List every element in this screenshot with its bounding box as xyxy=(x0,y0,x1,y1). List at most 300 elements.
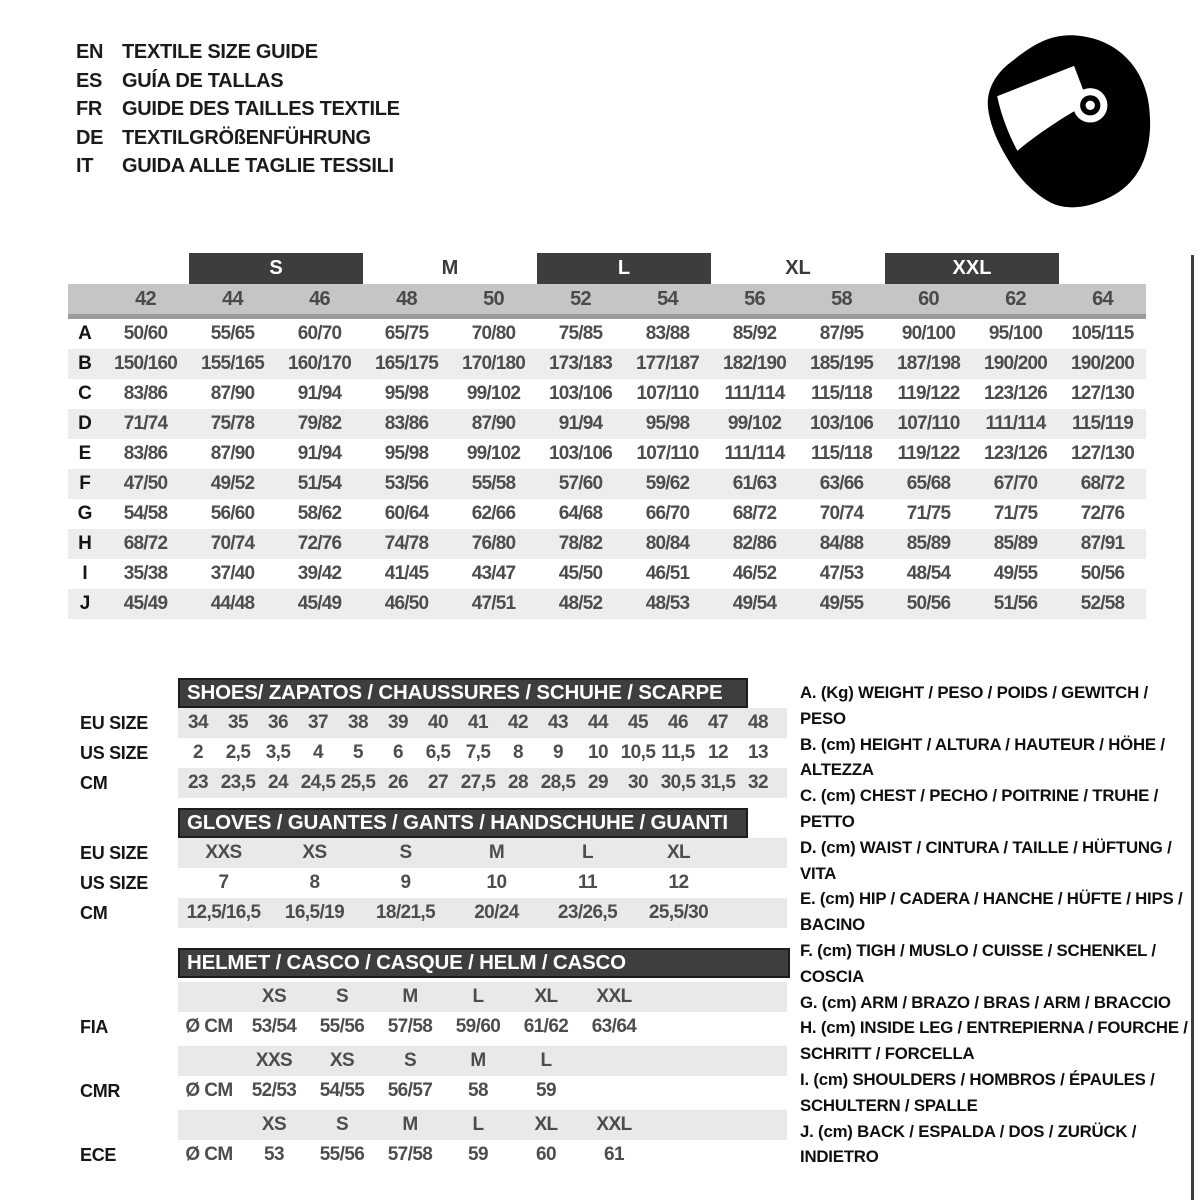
cell-value: 4 xyxy=(313,742,323,763)
cell-value: 65/68 xyxy=(906,473,951,494)
cell-value: 160/170 xyxy=(287,353,352,374)
cell-value: 37/40 xyxy=(210,563,255,584)
cell-value: 48 xyxy=(748,712,768,733)
cell-value: 64 xyxy=(1092,287,1113,310)
cell-value: 75/85 xyxy=(558,323,603,344)
cell-value: 57/58 xyxy=(387,1144,433,1165)
cell-value: 119/122 xyxy=(897,443,960,464)
helmet-standard-fia xyxy=(68,982,792,1042)
cell-value: 53/56 xyxy=(384,473,429,494)
cell-value: 9 xyxy=(553,742,563,763)
cmr-size-headers xyxy=(178,1046,787,1076)
cell-value: 155/165 xyxy=(200,353,265,374)
language-title: GUIDA ALLE TAGLIE TESSILI xyxy=(122,155,394,177)
row-label: H xyxy=(78,533,92,554)
cell-value: 127/130 xyxy=(1070,443,1135,464)
cell-value: 49/52 xyxy=(210,473,255,494)
table-row-h xyxy=(68,529,1146,559)
cell-value: 72/76 xyxy=(1080,503,1125,524)
cell-value: 28,5 xyxy=(540,772,576,793)
cell-value: XS xyxy=(302,842,327,863)
cell-value: 11 xyxy=(578,872,597,893)
language-list xyxy=(76,38,400,181)
cell-value: 85/89 xyxy=(906,533,951,554)
cell-value: 54/55 xyxy=(319,1080,365,1101)
row-label: E xyxy=(78,443,92,464)
cell-value: S xyxy=(335,986,349,1007)
fia-sizes-row xyxy=(68,982,792,1012)
cell-value: 55/56 xyxy=(319,1144,365,1165)
cell-value: 38 xyxy=(348,712,368,733)
cell-value: 8 xyxy=(513,742,523,763)
cell-value: 56/60 xyxy=(210,503,255,524)
cell-value: 107/110 xyxy=(897,413,960,434)
table-row-i xyxy=(68,559,1146,589)
shoes-cm-row xyxy=(68,768,792,798)
language-code: IT xyxy=(76,155,94,177)
cell-value: 71/75 xyxy=(906,503,951,524)
cell-value: 29 xyxy=(588,772,608,793)
cell-value: 6,5 xyxy=(425,742,451,763)
cell-value: 66/70 xyxy=(645,503,690,524)
cell-value: 91/94 xyxy=(297,443,342,464)
cell-value: 185/195 xyxy=(809,353,874,374)
legend-line-e: E. (cm) HIP / CADERA / HANCHE / HÜFTE / HIPS / BACINO xyxy=(800,889,1183,935)
cell-value: S xyxy=(403,1050,417,1071)
cell-value: 24 xyxy=(268,772,288,793)
shoes-us-row xyxy=(68,738,792,768)
cell-value: 82/86 xyxy=(732,533,777,554)
language-row xyxy=(76,95,400,124)
cell-value: 45 xyxy=(628,712,648,733)
cell-value: 46 xyxy=(309,287,330,310)
cell-value: 111/114 xyxy=(985,413,1046,434)
language-code: ES xyxy=(76,69,103,92)
table-row-g xyxy=(68,499,1146,529)
language-row xyxy=(76,152,400,181)
cell-value: 13 xyxy=(748,742,768,763)
row-label: D xyxy=(78,413,92,434)
fia-size-headers xyxy=(178,982,787,1012)
cell-value: 5 xyxy=(353,742,363,763)
cell-value: 49/55 xyxy=(993,563,1038,584)
cmr-values xyxy=(178,1076,787,1106)
cell-value: 70/74 xyxy=(210,533,255,554)
cell-value: 46 xyxy=(668,712,688,733)
cell-value: 182/190 xyxy=(722,353,787,374)
cell-value: 87/95 xyxy=(819,323,864,344)
diameter-unit: Ø CM xyxy=(185,1016,233,1037)
cell-value: XS xyxy=(261,1114,287,1135)
cell-value: XXS xyxy=(205,842,242,863)
cell-value: 59 xyxy=(536,1080,556,1101)
cell-value: 50/60 xyxy=(123,323,168,344)
cell-value: 99/102 xyxy=(466,383,521,404)
cell-value: 60 xyxy=(918,287,939,310)
cell-value: 48/53 xyxy=(645,593,690,614)
language-row xyxy=(76,124,400,153)
cell-value: 83/86 xyxy=(123,383,168,404)
cell-value: 72/76 xyxy=(297,533,342,554)
cmr-label: CMR xyxy=(80,1080,121,1101)
cell-value: 35 xyxy=(228,712,248,733)
cell-value: 9 xyxy=(400,872,411,893)
language-title: GUÍA DE TALLAS xyxy=(122,69,284,92)
cell-value: XL xyxy=(534,986,558,1007)
cell-value: 85/92 xyxy=(732,323,777,344)
cell-value: 48 xyxy=(396,287,417,310)
cell-value: 61/63 xyxy=(732,473,777,494)
gloves-eu-values xyxy=(178,838,787,868)
row-label: I xyxy=(82,563,88,584)
cell-value: 60/70 xyxy=(297,323,342,344)
cell-value: 52 xyxy=(570,287,591,310)
table-row-j xyxy=(68,589,1146,619)
racing-helmet-icon xyxy=(983,32,1155,210)
cell-value: 40 xyxy=(428,712,448,733)
cell-value: 95/98 xyxy=(384,443,429,464)
table-row-f xyxy=(68,469,1146,499)
cell-value: 165/175 xyxy=(374,353,439,374)
accessory-tables xyxy=(68,678,792,1170)
cell-value: 39/42 xyxy=(297,563,342,584)
cmr-sizes-row xyxy=(68,1046,792,1076)
cell-value: 65/75 xyxy=(384,323,429,344)
cell-value: M xyxy=(402,986,418,1007)
cell-value: 57/60 xyxy=(558,473,603,494)
cell-value: 84/88 xyxy=(819,533,864,554)
cell-value: 50 xyxy=(483,287,504,310)
table-row-a xyxy=(68,319,1146,349)
cell-value: 6 xyxy=(393,742,403,763)
cell-value: 2 xyxy=(193,742,203,763)
cell-value: M xyxy=(488,842,505,863)
cell-value: 43/47 xyxy=(471,563,516,584)
us-size-label: US SIZE xyxy=(80,872,148,893)
row-label: F xyxy=(79,473,91,494)
cell-value: 83/86 xyxy=(384,413,429,434)
legend-line-d: D. (cm) WAIST / CINTURA / TAILLE / HÜFTUNG / VITA xyxy=(800,837,1172,883)
cell-value: 16,5/19 xyxy=(284,902,345,923)
legend-line-b: B. (cm) HEIGHT / ALTURA / HAUTEUR / HÖHE / ALTEZZA xyxy=(800,734,1165,780)
cell-value: 51/54 xyxy=(297,473,342,494)
cell-value: 119/122 xyxy=(897,383,960,404)
cell-value: 53 xyxy=(264,1144,284,1165)
cell-value: 10 xyxy=(486,872,507,893)
cell-value: XL xyxy=(666,842,691,863)
cell-value: 52/53 xyxy=(251,1080,297,1101)
cell-value: 85/89 xyxy=(993,533,1038,554)
cell-value: 75/78 xyxy=(210,413,255,434)
cell-value: 46/50 xyxy=(384,593,429,614)
cell-value: 71/74 xyxy=(123,413,168,434)
language-code: EN xyxy=(76,41,104,63)
cell-value: 27 xyxy=(428,772,448,793)
cell-value: L xyxy=(581,842,593,863)
cell-value: XS xyxy=(329,1050,355,1071)
cell-value: 56 xyxy=(744,287,765,310)
cell-value: 35/38 xyxy=(123,563,168,584)
cell-value: 25,5 xyxy=(340,772,376,793)
cell-value: 107/110 xyxy=(636,383,699,404)
cell-value: 91/94 xyxy=(558,413,603,434)
eu-size-label: EU SIZE xyxy=(80,842,148,863)
language-title: GUIDE DES TAILLES TEXTILE xyxy=(122,98,400,120)
cell-value: 36 xyxy=(268,712,288,733)
size-group-l: L xyxy=(537,253,711,284)
table-row-c xyxy=(68,379,1146,409)
row-label: A xyxy=(78,323,92,344)
cell-value: 3,5 xyxy=(265,742,291,763)
diameter-unit: Ø CM xyxy=(185,1144,233,1165)
cell-value: 44 xyxy=(222,287,243,310)
cell-value: XXS xyxy=(255,1050,293,1071)
shoes-section xyxy=(68,678,792,798)
diameter-unit: Ø CM xyxy=(185,1080,233,1101)
cell-value: 46/52 xyxy=(732,563,777,584)
cell-value: 76/80 xyxy=(471,533,516,554)
cell-value: 12 xyxy=(708,742,728,763)
cell-value: S xyxy=(399,842,412,863)
cell-value: 60 xyxy=(536,1144,556,1165)
ece-sizes-row xyxy=(68,1110,792,1140)
cell-value: 24,5 xyxy=(300,772,336,793)
gloves-cm-row xyxy=(68,898,792,928)
cell-value: 39 xyxy=(388,712,408,733)
cell-value: 58 xyxy=(831,287,852,310)
cell-value: 42 xyxy=(135,287,156,310)
cell-value: 30 xyxy=(628,772,648,793)
cell-value: 190/200 xyxy=(1070,353,1135,374)
shoes-us-values xyxy=(178,738,787,768)
cmr-values-row xyxy=(68,1076,792,1106)
helmet-standard-ece xyxy=(68,1110,792,1170)
textile-size-table xyxy=(68,253,1146,619)
cell-value: 173/183 xyxy=(548,353,613,374)
cell-value: M xyxy=(470,1050,486,1071)
shoes-eu-row xyxy=(68,708,792,738)
legend-line-f: F. (cm) TIGH / MUSLO / CUISSE / SCHENKEL / COSCIA xyxy=(800,940,1156,986)
cell-value: 8 xyxy=(309,872,320,893)
page-edge-line xyxy=(1191,255,1194,1200)
measurement-legend xyxy=(800,680,1196,1170)
legend-line-g: G. (cm) ARM / BRAZO / BRAS / ARM / BRACCIO xyxy=(800,992,1171,1012)
cell-value: 99/102 xyxy=(466,443,521,464)
size-group-xxl: XXL xyxy=(885,253,1059,284)
cell-value: 115/118 xyxy=(811,443,872,464)
cell-value: 52/58 xyxy=(1080,593,1125,614)
gloves-title-row xyxy=(68,808,792,838)
cell-value: 87/90 xyxy=(471,413,516,434)
cell-value: 99/102 xyxy=(727,413,782,434)
cell-value: 95/98 xyxy=(384,383,429,404)
cell-value: 187/198 xyxy=(896,353,961,374)
cell-value: 47/53 xyxy=(819,563,864,584)
cell-value: 58 xyxy=(468,1080,488,1101)
cell-value: 55/56 xyxy=(319,1016,365,1037)
cell-value: 12 xyxy=(668,872,689,893)
cell-value: 26 xyxy=(388,772,408,793)
cell-value: 23,5 xyxy=(220,772,256,793)
cell-value: XXL xyxy=(596,986,632,1007)
gloves-section xyxy=(68,808,792,928)
language-title: TEXTILE SIZE GUIDE xyxy=(122,41,318,63)
table-row-d xyxy=(68,409,1146,439)
cell-value: 20/24 xyxy=(474,902,519,923)
cell-value: 58/62 xyxy=(297,503,342,524)
cell-value: 2,5 xyxy=(225,742,251,763)
shoes-title: SHOES/ ZAPATOS / CHAUSSURES / SCHUHE / SCARPE xyxy=(178,678,748,708)
cell-value: 47/51 xyxy=(471,593,516,614)
cell-value: 63/66 xyxy=(819,473,864,494)
cell-value: 62/66 xyxy=(471,503,516,524)
shoes-eu-values xyxy=(178,708,787,738)
cell-value: L xyxy=(472,986,484,1007)
gloves-us-row xyxy=(68,868,792,898)
cell-value: 170/180 xyxy=(461,353,526,374)
cell-value: 50/56 xyxy=(1080,563,1125,584)
cell-value: 68/72 xyxy=(1080,473,1125,494)
cell-value: 11,5 xyxy=(661,742,695,763)
cell-value: 54 xyxy=(657,287,678,310)
cell-value: 61 xyxy=(604,1144,624,1165)
cell-value: 105/115 xyxy=(1071,323,1134,344)
cell-value: 41 xyxy=(468,712,488,733)
cell-value: 43 xyxy=(548,712,568,733)
cell-value: 95/98 xyxy=(645,413,690,434)
cell-value: 53/54 xyxy=(251,1016,297,1037)
cell-value: 10 xyxy=(588,742,608,763)
size-number-row xyxy=(68,284,1146,319)
cell-value: 50/56 xyxy=(906,593,951,614)
cm-label: CM xyxy=(80,902,108,923)
cell-value: 103/106 xyxy=(809,413,874,434)
cell-value: 32 xyxy=(748,772,768,793)
cell-value: 31,5 xyxy=(700,772,736,793)
cell-value: 103/106 xyxy=(548,443,613,464)
cell-value: 23 xyxy=(188,772,208,793)
cell-value: 54/58 xyxy=(123,503,168,524)
cell-value: 123/126 xyxy=(983,443,1048,464)
cell-value: 63/64 xyxy=(591,1016,637,1037)
size-group-s: S xyxy=(189,253,363,284)
cell-value: 7,5 xyxy=(465,742,491,763)
cell-value: 56/57 xyxy=(387,1080,433,1101)
cell-value: 59/62 xyxy=(645,473,690,494)
cell-value: 115/118 xyxy=(811,383,872,404)
ece-size-headers xyxy=(178,1110,787,1140)
size-group-xl: XL xyxy=(785,257,811,279)
cell-value: 111/114 xyxy=(724,383,785,404)
cell-value: 70/74 xyxy=(819,503,864,524)
cell-value: 47 xyxy=(708,712,728,733)
shoes-cm-values xyxy=(178,768,787,798)
cell-value: 34 xyxy=(188,712,208,733)
cell-value: 44/48 xyxy=(210,593,255,614)
cell-value: 62 xyxy=(1005,287,1026,310)
row-label: J xyxy=(79,593,91,614)
size-group-m: M xyxy=(441,257,459,279)
cell-value: 70/80 xyxy=(471,323,516,344)
cell-value: 45/50 xyxy=(558,563,603,584)
helmet-section xyxy=(68,948,792,1170)
cell-value: 12,5/16,5 xyxy=(186,902,261,923)
gloves-eu-row xyxy=(68,838,792,868)
cell-value: 111/114 xyxy=(724,443,785,464)
ece-values xyxy=(178,1140,787,1170)
helmet-standard-cmr xyxy=(68,1046,792,1106)
cell-value: 177/187 xyxy=(635,353,700,374)
helmet-title-row xyxy=(68,948,792,978)
cell-value: 74/78 xyxy=(384,533,429,554)
cell-value: 87/91 xyxy=(1080,533,1125,554)
cell-value: 64/68 xyxy=(558,503,603,524)
cell-value: 48/52 xyxy=(558,593,603,614)
ece-label: ECE xyxy=(80,1144,117,1165)
cell-value: 115/119 xyxy=(1072,413,1133,434)
cell-value: 79/82 xyxy=(297,413,342,434)
language-row xyxy=(76,67,400,96)
cell-value: 60/64 xyxy=(384,503,429,524)
cell-value: 103/106 xyxy=(548,383,613,404)
language-code: FR xyxy=(76,98,103,120)
cell-value: 87/90 xyxy=(210,443,255,464)
cell-value: 107/110 xyxy=(636,443,699,464)
cell-value: 59/60 xyxy=(455,1016,501,1037)
cell-value: 25,5/30 xyxy=(648,902,709,923)
legend-line-h: H. (cm) INSIDE LEG / ENTREPIERNA / FOURCHE / SCHRITT / FORCELLA xyxy=(800,1018,1188,1064)
cell-value: 68/72 xyxy=(732,503,777,524)
cell-value: 123/126 xyxy=(983,383,1048,404)
eu-size-label: EU SIZE xyxy=(80,712,148,733)
cell-value: 71/75 xyxy=(993,503,1038,524)
cell-value: 55/58 xyxy=(471,473,516,494)
legend-line-a: A. (Kg) WEIGHT / PESO / POIDS / GEWITCH / PESO xyxy=(800,683,1148,728)
cell-value: 127/130 xyxy=(1070,383,1135,404)
gloves-title: GLOVES / GUANTES / GANTS / HANDSCHUHE / GUANTI xyxy=(178,808,748,838)
row-label: B xyxy=(78,353,92,374)
cell-value: 55/65 xyxy=(210,323,255,344)
cell-value: 42 xyxy=(508,712,528,733)
row-label: G xyxy=(77,503,93,524)
cell-value: M xyxy=(402,1114,418,1135)
cell-value: 48/54 xyxy=(906,563,951,584)
cell-value: XS xyxy=(261,986,287,1007)
cell-value: 44 xyxy=(588,712,608,733)
cell-value: 10,5 xyxy=(620,742,656,763)
cell-value: 51/56 xyxy=(993,593,1038,614)
cell-value: 41/45 xyxy=(384,563,429,584)
shoes-title-row xyxy=(68,678,792,708)
cell-value: 7 xyxy=(218,872,229,893)
legend-line-j: J. (cm) BACK / ESPALDA / DOS / ZURÜCK / INDIETRO xyxy=(800,1121,1137,1167)
language-code: DE xyxy=(76,126,104,149)
ece-values-row xyxy=(68,1140,792,1170)
legend-line-c: C. (cm) CHEST / PECHO / POITRINE / TRUHE / PETTO xyxy=(800,786,1159,831)
fia-values xyxy=(178,1012,787,1042)
gloves-cm-values xyxy=(178,898,787,928)
cell-value: 83/88 xyxy=(645,323,690,344)
cell-value: 45/49 xyxy=(123,593,168,614)
fia-label: FIA xyxy=(80,1016,109,1037)
cell-value: 28 xyxy=(508,772,528,793)
cell-value: XL xyxy=(534,1114,558,1135)
cell-value: 90/100 xyxy=(901,323,956,344)
cell-value: 27,5 xyxy=(460,772,496,793)
cell-value: 87/90 xyxy=(210,383,255,404)
gloves-us-values xyxy=(178,868,787,898)
table-row-b xyxy=(68,349,1146,379)
